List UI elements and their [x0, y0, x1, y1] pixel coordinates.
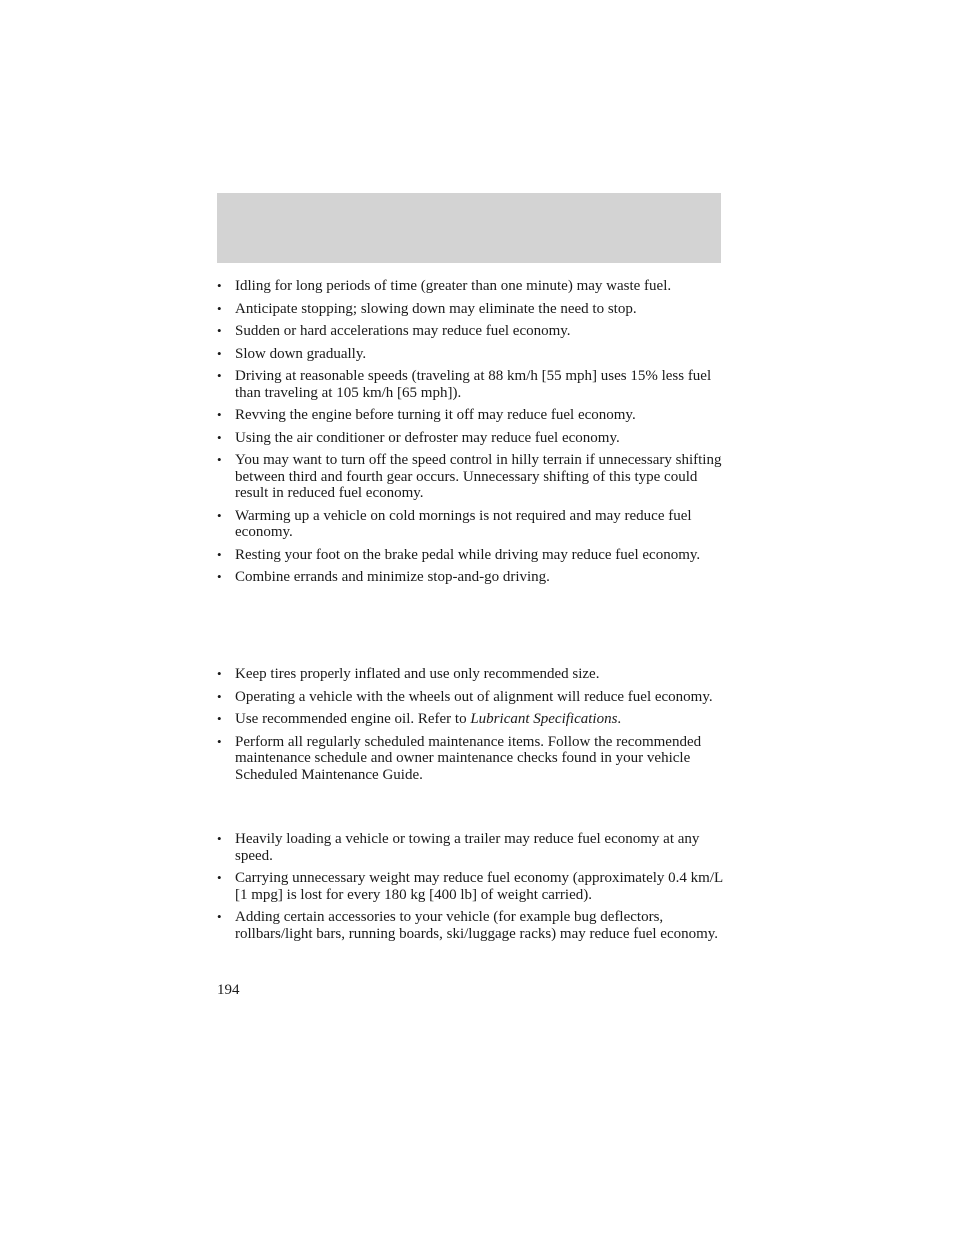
list-item [217, 689, 727, 706]
bullet-icon: • [217, 688, 222, 704]
list-item-text: Sudden or hard accelerations may reduce fuel economy. [235, 323, 571, 339]
list-item [217, 870, 727, 903]
list-item [217, 430, 727, 447]
list-item-text: Warming up a vehicle on cold mornings is not required and may reduce fuel economy. [235, 507, 692, 540]
bullet-icon: • [217, 733, 222, 749]
list-item-text: Resting your foot on the brake pedal while driving may reduce fuel economy. [235, 546, 701, 563]
list-item-text: Driving at reasonable speeds (traveling at 88 km/h [55 mph] uses 15% less fuel than traveling at 105 km/h [65 mph]). [235, 368, 712, 401]
vehicle-load-list [217, 831, 727, 948]
list-item [217, 346, 727, 363]
driving-habits-list [217, 278, 727, 592]
bullet-icon: • [217, 870, 222, 885]
bullet-icon: • [217, 507, 222, 523]
list-item [217, 278, 727, 295]
list-item [217, 323, 727, 340]
page-number: 194 [217, 982, 240, 998]
list-item-text: Heavily loading a vehicle or towing a trailer may reduce fuel economy at any speed. [235, 831, 700, 864]
bullet-icon: • [217, 546, 222, 562]
bullet-icon: • [217, 300, 222, 316]
list-item [217, 452, 727, 502]
bullet-icon: • [217, 429, 222, 445]
list-item [217, 666, 727, 683]
list-item [217, 301, 727, 318]
list-item-text: You may want to turn off the speed control in hilly terrain if unnecessary shifting between third and fourth gear occurs. Unnecessary shifting of this type could result in reduced fuel economy. [235, 452, 722, 501]
list-item [217, 711, 727, 728]
list-item [217, 734, 727, 784]
list-item [217, 407, 727, 424]
list-item-text: Use recommended engine oil. Refer to [235, 711, 471, 727]
bullet-icon: • [217, 666, 222, 681]
list-item [217, 831, 727, 864]
bullet-icon: • [217, 569, 222, 584]
list-item [217, 508, 727, 541]
list-item-text: Perform all regularly scheduled maintenance items. Follow the recommended maintenance schedule and owner maintenance checks found in your vehicle Scheduled Maintenance Guide. [235, 733, 702, 783]
bullet-icon: • [217, 278, 222, 293]
list-item-text: Revving the engine before turning it off may reduce fuel economy. [235, 407, 636, 423]
bullet-icon: • [217, 831, 222, 846]
list-item [217, 547, 727, 564]
list-item [217, 569, 727, 586]
vehicle-condition-list [217, 666, 727, 789]
list-item-text: Keep tires properly inflated and use only recommended size. [235, 666, 600, 682]
lubricant-specifications-reference: Lubricant Specifications [470, 711, 618, 727]
list-item [217, 909, 727, 942]
list-item-text: Operating a vehicle with the wheels out of alignment will reduce fuel economy. [235, 688, 713, 705]
bullet-icon: • [217, 368, 222, 383]
bullet-icon: • [217, 452, 222, 467]
bullet-icon: • [217, 407, 222, 422]
section-header-band [217, 193, 721, 263]
list-item-text: Carrying unnecessary weight may reduce fuel economy (approximately 0.4 km/L [1 mpg] is lost for every 180 kg [400 lb] of weight carried). [235, 870, 723, 903]
list-item-text: Combine errands and minimize stop-and-go driving. [235, 569, 550, 585]
bullet-icon: • [217, 909, 222, 924]
list-item-text: Slow down gradually. [235, 345, 367, 362]
bullet-icon: • [217, 323, 222, 338]
list-item-text: Anticipate stopping; slowing down may eliminate the need to stop. [235, 300, 637, 317]
bullet-icon: • [217, 711, 222, 726]
list-item [217, 368, 727, 401]
list-item-text: Idling for long periods of time (greater than one minute) may waste fuel. [235, 278, 672, 294]
bullet-icon: • [217, 345, 222, 361]
list-item-suffix: . [617, 711, 622, 727]
list-item-text: Adding certain accessories to your vehicle (for example bug deflectors, rollbars/light bars, running boards, ski/luggage racks) may reduce fuel economy. [235, 909, 719, 942]
list-item-text: Using the air conditioner or defroster may reduce fuel economy. [235, 429, 620, 446]
